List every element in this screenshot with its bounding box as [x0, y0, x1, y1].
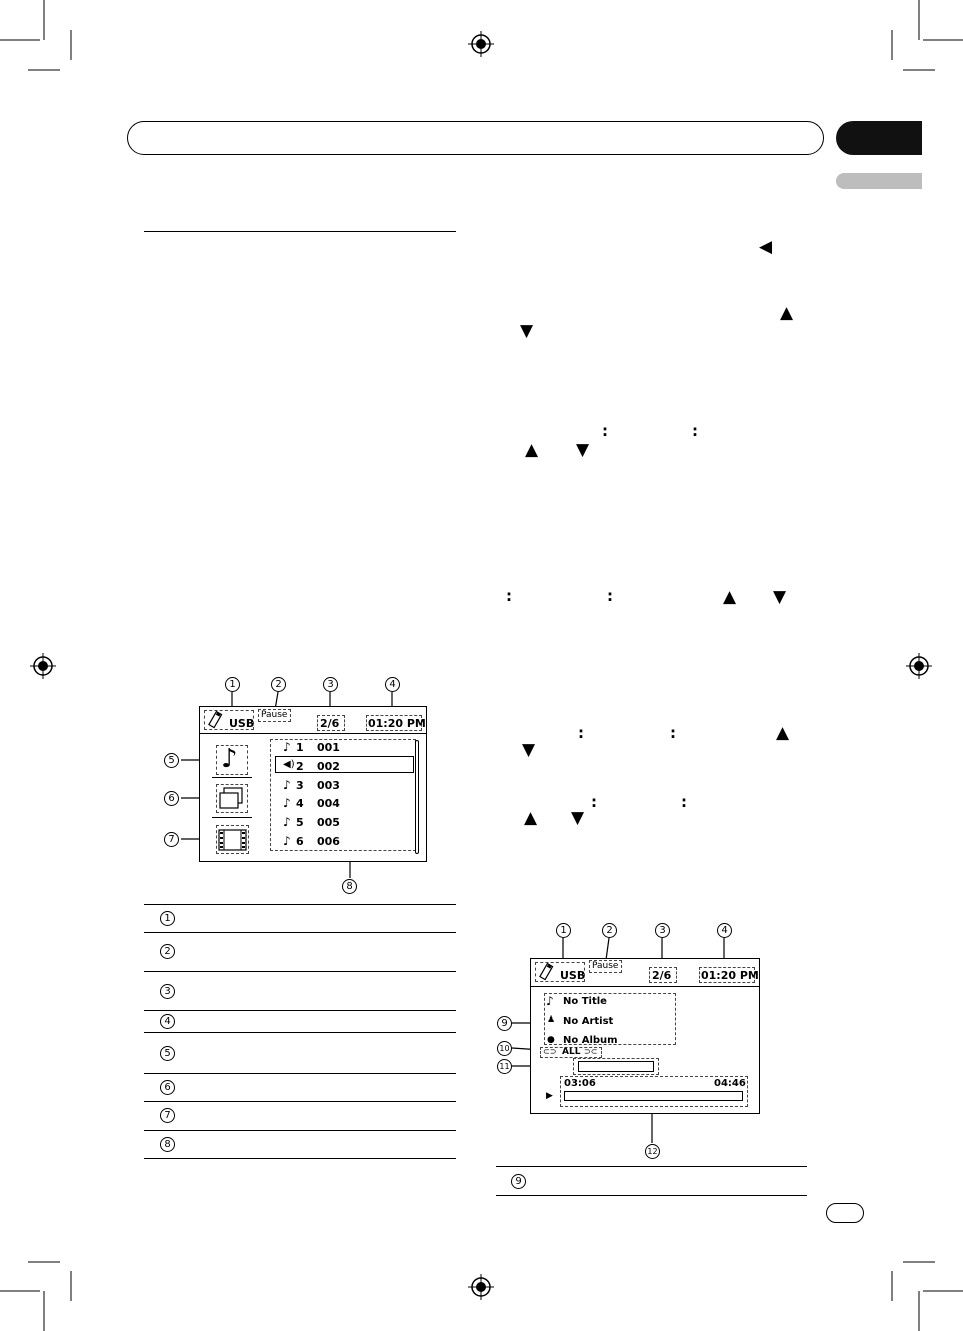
track-number: 6: [296, 835, 304, 848]
track-name: 002: [317, 760, 340, 773]
track-name: 001: [317, 741, 340, 754]
up-arrow-icon: ▲: [776, 723, 790, 743]
legend-callout-1: 1: [160, 911, 175, 926]
down-arrow-icon: ▼: [520, 321, 534, 341]
callout-4: 4: [385, 677, 400, 692]
track-name: 003: [317, 779, 340, 792]
music-note-icon: ♪: [283, 796, 291, 810]
left-arrow-icon: ◀: [759, 237, 773, 257]
music-note-icon: ♪: [283, 815, 291, 829]
legend-callout-8: 8: [160, 1137, 175, 1152]
elapsed-time: 03:06: [564, 1078, 596, 1089]
colon-mark: :: [681, 793, 687, 811]
music-note-icon: ♪: [283, 834, 291, 848]
progress-bar[interactable]: [564, 1091, 743, 1101]
album-icon: ●: [547, 1035, 555, 1045]
screen2-clock: 01:20 PM: [701, 969, 759, 982]
callout-12: 12: [645, 1144, 660, 1159]
down-arrow-icon: ▼: [576, 440, 590, 460]
total-time: 04:46: [714, 1078, 746, 1089]
music-note-icon: ♪: [283, 778, 291, 792]
callout-3: 3: [323, 677, 338, 692]
callout-6: 6: [164, 791, 179, 806]
screen1-counter: 2/6: [320, 717, 340, 730]
shuffle-icon: ⊃⊂: [584, 1047, 598, 1056]
down-arrow-icon: ▼: [522, 740, 536, 760]
usb-stick-icon: [538, 963, 554, 981]
callout-5: 5: [164, 753, 179, 768]
track-name: 005: [317, 816, 340, 829]
legend-callout-7: 7: [160, 1108, 175, 1123]
callout-9: 9: [497, 1016, 512, 1031]
callout-11: 11: [497, 1059, 512, 1074]
legend-callout-4: 4: [160, 1014, 175, 1029]
colon-mark: :: [670, 724, 676, 742]
colon-mark: :: [591, 793, 597, 811]
screen1-source-label: USB: [229, 717, 255, 730]
artist-icon: ♟: [547, 1015, 556, 1025]
speaker-icon: ◀): [283, 759, 295, 770]
track-number: 5: [296, 816, 304, 829]
screen2-status: Pause: [592, 961, 619, 971]
track-number: 2: [296, 760, 304, 773]
up-arrow-icon: ▲: [723, 587, 737, 607]
track-artist: No Artist: [563, 1016, 614, 1027]
legend-callout-2: 2: [160, 944, 175, 959]
callout-2: 2: [602, 923, 617, 938]
music-note-icon: ♪: [283, 740, 291, 754]
legend-callout-5: 5: [160, 1046, 175, 1061]
colon-mark: :: [607, 587, 613, 605]
up-arrow-icon: ▲: [780, 303, 794, 323]
callout-7: 7: [164, 832, 179, 847]
track-album: No Album: [563, 1035, 618, 1046]
callout-2: 2: [271, 677, 286, 692]
track-name: 006: [317, 835, 340, 848]
info-field: [578, 1061, 654, 1072]
screen1-status: Pause: [261, 710, 288, 720]
music-note-icon: ♪: [221, 744, 238, 774]
page-number-badge: [826, 1203, 864, 1223]
music-note-icon: ♪: [546, 994, 554, 1008]
repeat-mode: ALL: [562, 1047, 581, 1057]
play-icon: ▶: [546, 1091, 553, 1101]
callout-4: 4: [717, 923, 732, 938]
screen2-source-label: USB: [560, 969, 586, 982]
screen2-header-divider: [531, 986, 759, 987]
up-arrow-icon: ▲: [524, 808, 538, 828]
track-title: No Title: [563, 996, 607, 1007]
colon-mark: :: [506, 587, 512, 605]
legend-rule: [496, 1195, 807, 1196]
screen1-clock: 01:20 PM: [368, 717, 426, 730]
up-arrow-icon: ▲: [525, 440, 539, 460]
track-number: 1: [296, 741, 304, 754]
screen2-counter: 2/6: [652, 969, 672, 982]
colon-mark: :: [602, 422, 608, 440]
down-arrow-icon: ▼: [773, 587, 787, 607]
legend-callout-6: 6: [160, 1080, 175, 1095]
colon-mark: :: [578, 724, 584, 742]
callout-8: 8: [342, 879, 357, 894]
callout-10: 10: [497, 1041, 512, 1056]
down-arrow-icon: ▼: [571, 808, 585, 828]
track-number: 4: [296, 797, 304, 810]
callout-1: 1: [225, 677, 240, 692]
legend-rule: [496, 1166, 807, 1167]
callout-3: 3: [655, 923, 670, 938]
legend-callout-9: 9: [511, 1174, 526, 1189]
repeat-icon: ⊂⊃: [543, 1047, 557, 1056]
track-number: 3: [296, 779, 304, 792]
legend-callout-3: 3: [160, 984, 175, 999]
callout-1: 1: [556, 923, 571, 938]
colon-mark: :: [692, 422, 698, 440]
track-name: 004: [317, 797, 340, 810]
